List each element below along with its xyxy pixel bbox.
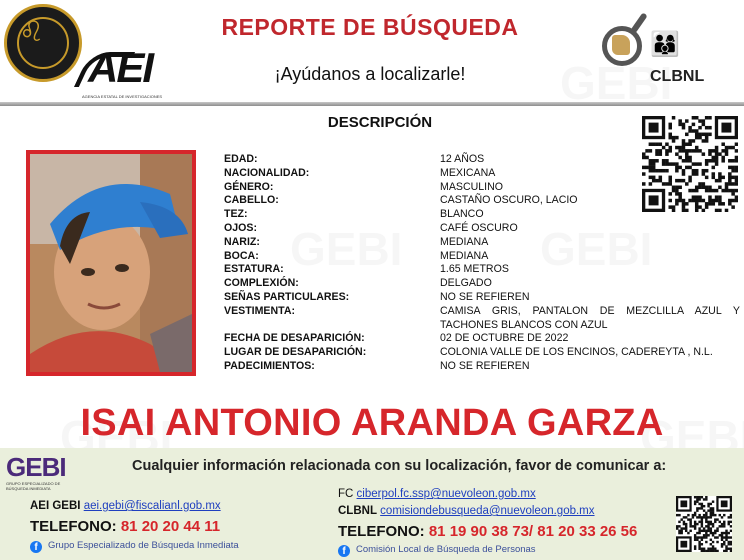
facebook-icon: f bbox=[30, 541, 42, 553]
field-label: EDAD: bbox=[224, 153, 258, 165]
field-label: COMPLEXIÓN: bbox=[224, 277, 299, 290]
field-value: COLONIA VALLE DE LOS ENCINOS, CADEREYTA , N.L. bbox=[440, 346, 713, 359]
field-label: FECHA DE DESAPARICIÓN: bbox=[224, 332, 365, 345]
field-value: BLANCO bbox=[440, 208, 484, 221]
field-value: MEDIANA bbox=[440, 235, 489, 248]
field-value: 1.65 METROS bbox=[440, 263, 509, 276]
field-value: 12 AÑOS bbox=[440, 153, 485, 165]
field-label: NARIZ: bbox=[224, 235, 260, 248]
field-label: TEZ: bbox=[224, 208, 248, 221]
field-label: PADECIMIENTOS: bbox=[224, 359, 315, 372]
clbnl-contact: CLBNL comisiondebusqueda@nuevoleon.gob.mx bbox=[338, 505, 595, 517]
gebi-logo: GEBI GRUPO ESPECIALIZADO DE BÚSQUEDA INMEDIATA bbox=[6, 452, 66, 491]
field-value: DELGADO bbox=[440, 277, 492, 290]
missing-person-name: ISAI ANTONIO ARANDA GARZA bbox=[80, 402, 664, 444]
field-label: OJOS: bbox=[224, 221, 257, 234]
aei-gebi-contact: AEI GEBI aei.gebi@fiscalianl.gob.mx bbox=[30, 500, 221, 512]
report-subtitle: ¡Ayúdanos a localizarle! bbox=[274, 64, 466, 84]
fc-email-link[interactable]: ciberpol.fc.ssp@nuevoleon.gob.mx bbox=[356, 488, 536, 500]
field-value: NO SE REFIEREN bbox=[440, 290, 530, 303]
clbnl-email-link[interactable]: comisiondebusqueda@nuevoleon.gob.mx bbox=[380, 505, 595, 517]
field-label: CABELLO: bbox=[224, 194, 279, 207]
gebi-facebook-link[interactable]: f Grupo Especializado de Búsqueda Inmediata bbox=[30, 540, 239, 553]
field-label: ESTATURA: bbox=[224, 263, 284, 276]
clbnl-logo: 👨‍👩‍👦 CLBNL bbox=[600, 8, 720, 88]
facebook-icon: f bbox=[338, 545, 350, 557]
aei-gebi-email-link[interactable]: aei.gebi@fiscalianl.gob.mx bbox=[83, 500, 221, 512]
gebi-phone: TELEFONO: 81 20 20 44 11 bbox=[30, 518, 221, 535]
fc-contact: FC ciberpol.fc.ssp@nuevoleon.gob.mx bbox=[338, 488, 536, 500]
clbnl-facebook-link[interactable]: f Comisión Local de Búsqueda de Personas bbox=[338, 544, 536, 557]
fiscalia-seal-logo: ♌ bbox=[4, 4, 82, 82]
field-value: 02 DE OCTUBRE DE 2022 bbox=[440, 332, 569, 345]
contact-call-to-action: Cualquier información relacionada con su localización, favor de comunicar a: bbox=[132, 458, 667, 474]
missing-person-photo bbox=[26, 150, 196, 376]
field-value: MASCULINO bbox=[440, 180, 503, 193]
aei-logo: AEI AGENCIA ESTATAL DE INVESTIGACIONES bbox=[82, 38, 182, 100]
header-divider bbox=[0, 102, 744, 106]
field-value: MEXICANA bbox=[440, 166, 496, 179]
field-label: LUGAR DE DESAPARICIÓN: bbox=[224, 346, 367, 359]
field-label: NACIONALIDAD: bbox=[224, 166, 310, 179]
field-value: MEDIANA bbox=[440, 249, 489, 262]
field-label: VESTIMENTA: bbox=[224, 304, 296, 317]
field-value: CAFÉ OSCURO bbox=[440, 221, 518, 234]
report-title: REPORTE DE BÚSQUEDA bbox=[221, 14, 519, 40]
description-heading: DESCRIPCIÓN bbox=[327, 114, 433, 131]
field-value: CASTAÑO OSCURO, LACIO bbox=[440, 194, 578, 207]
field-label: GÉNERO: bbox=[224, 180, 274, 193]
field-label: BOCA: bbox=[224, 249, 259, 262]
field-value: CAMISA GRIS, PANTALON DE MEZCLILLA AZUL Y TACHONES BLANCOS CON AZUL bbox=[440, 304, 740, 331]
clbnl-phone: TELEFONO: 81 19 90 38 73/ 81 20 33 26 56 bbox=[338, 523, 638, 540]
qr-code-bottom[interactable] bbox=[676, 496, 732, 552]
field-value: NO SE REFIEREN bbox=[440, 359, 530, 372]
field-label: SEÑAS PARTICULARES: bbox=[224, 290, 350, 303]
